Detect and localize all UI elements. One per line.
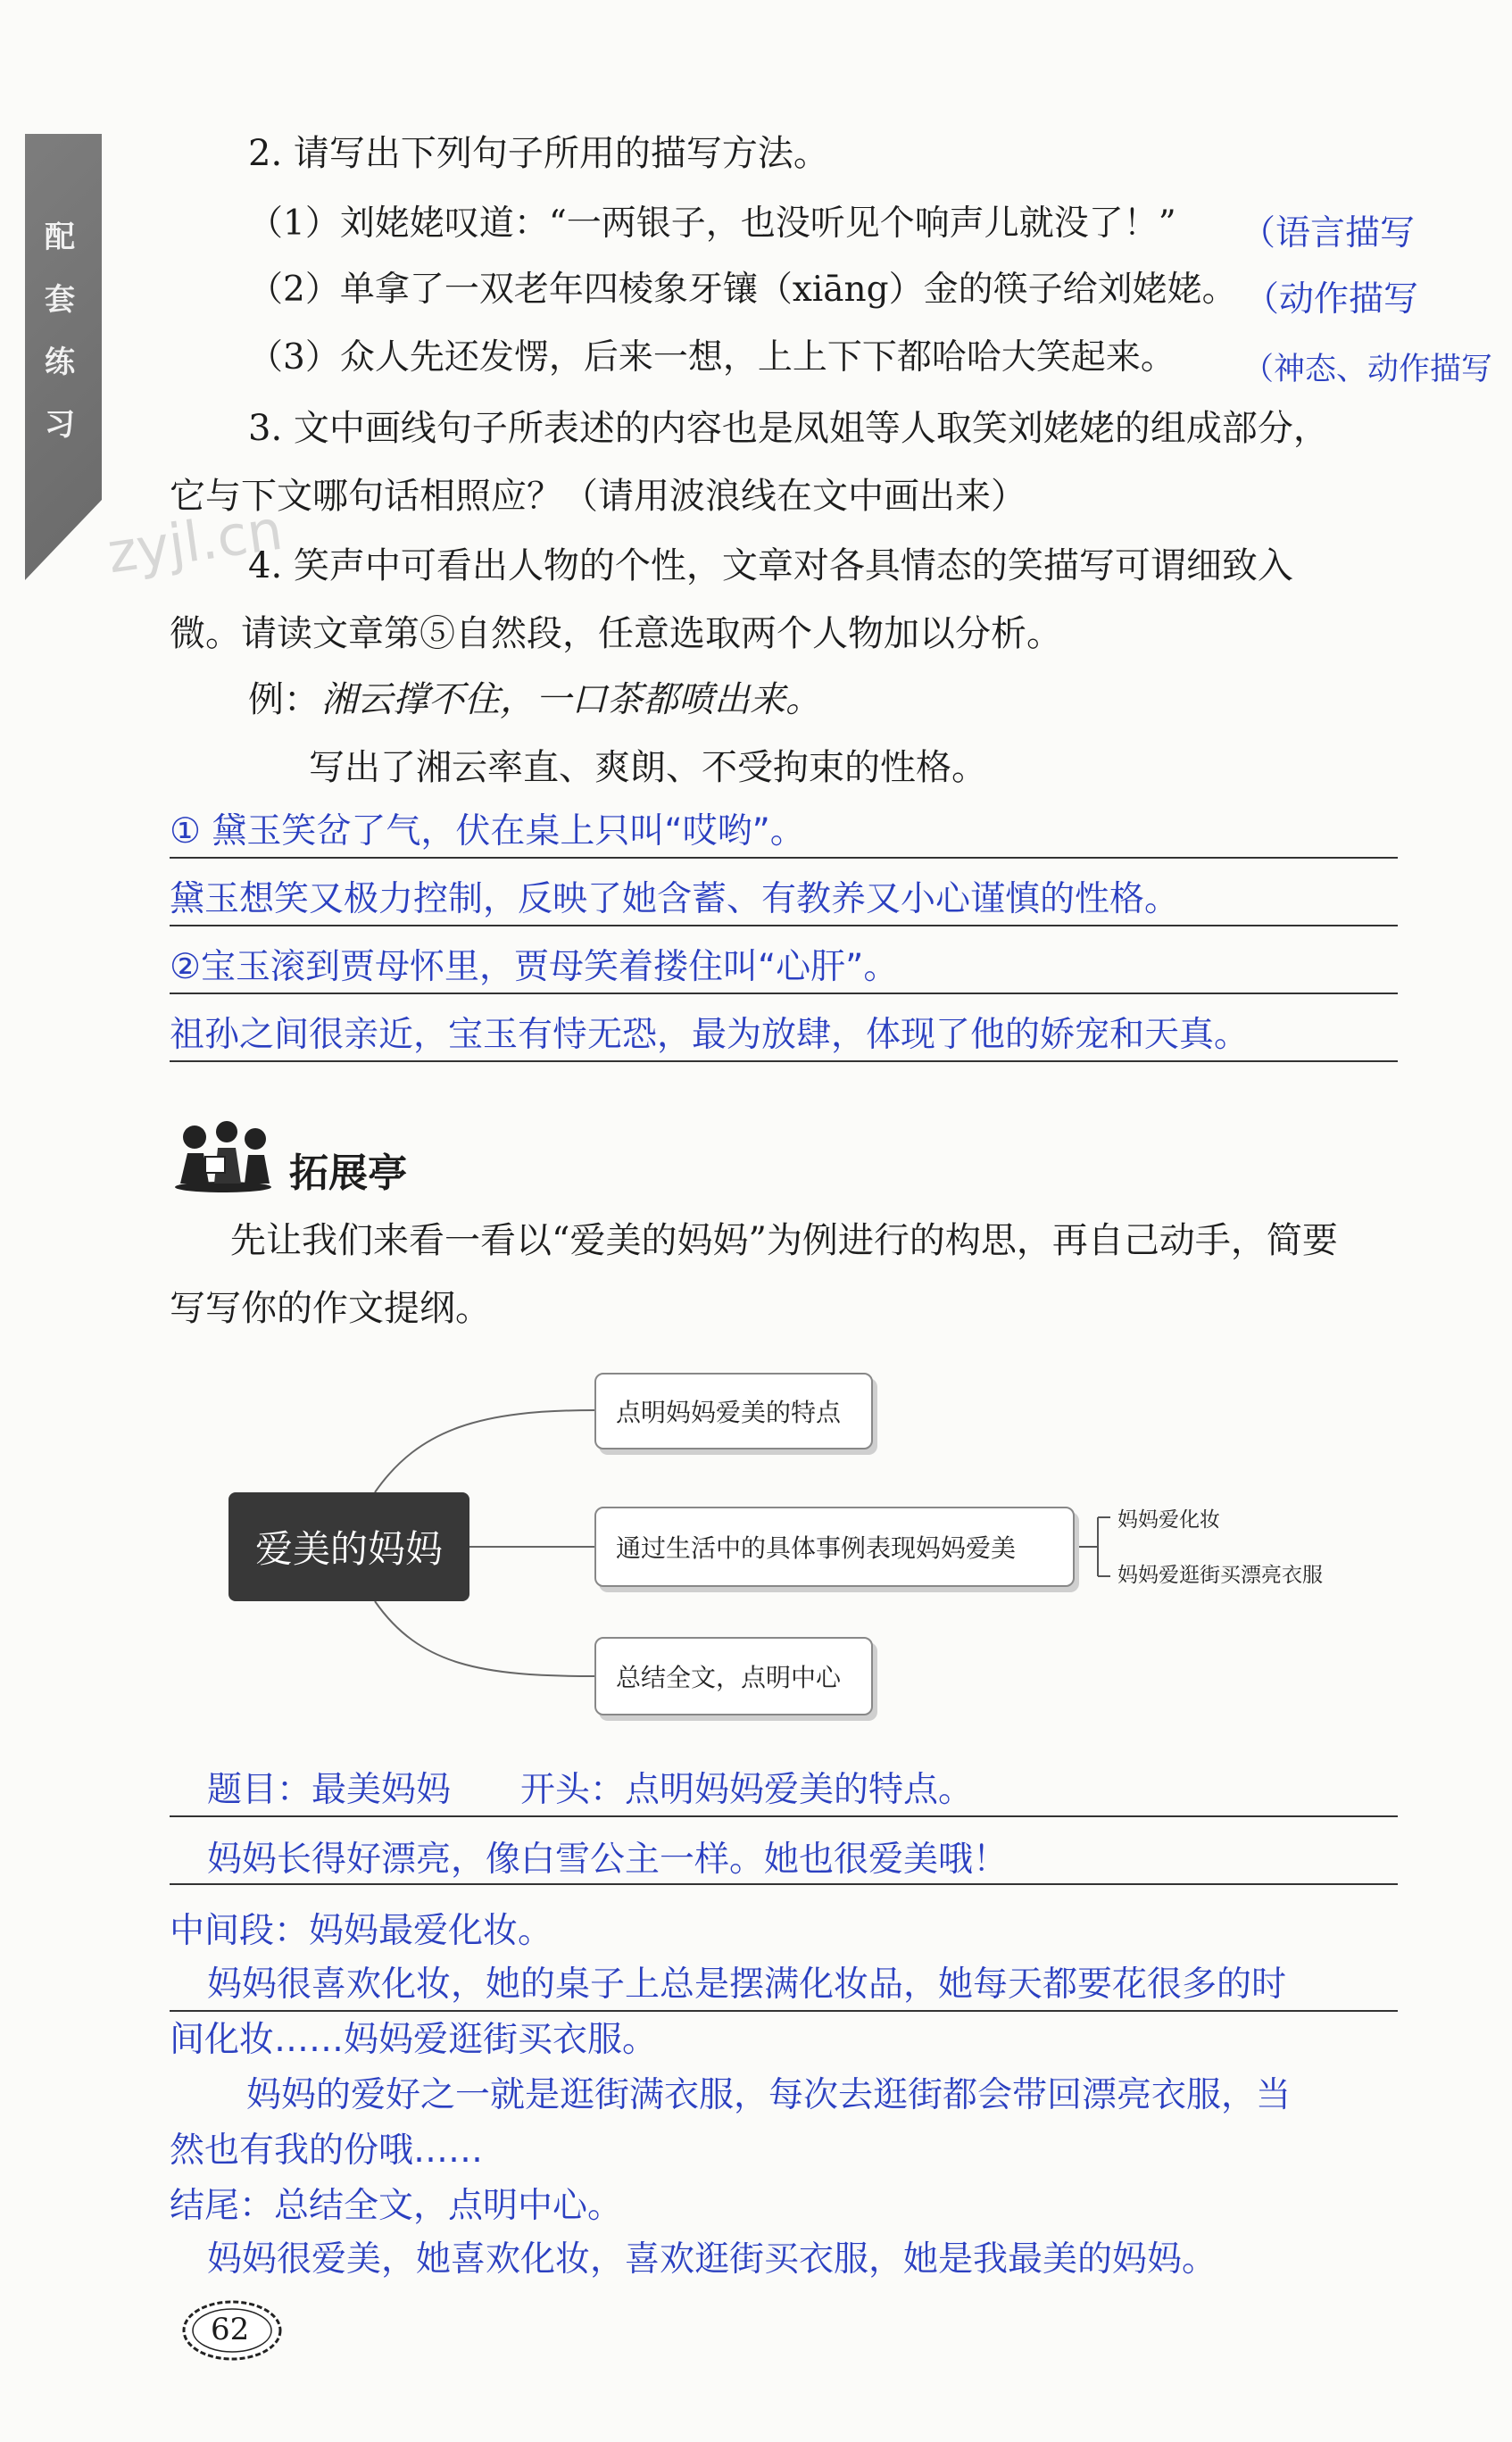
q4-answer-1: ① 黛玉笑岔了气，伏在桌上只叫“哎哟”。 xyxy=(170,811,805,851)
q4-answer-3: ②宝玉滚到贾母怀里，贾母笑着搂住叫“心肝”。 xyxy=(170,947,899,987)
q4-line-1: 4. 笑声中可看出人物的个性，文章对各具情态的笑描写可谓细致入 xyxy=(248,545,1293,586)
watermark: zyjl.cn xyxy=(103,496,287,586)
q2-item-3: （3）众人先还发愣，后来一想，上上下下都哈哈大笑起来。 xyxy=(248,337,1176,378)
mindmap-branch-3: 总结全文，点明中心 xyxy=(594,1637,873,1715)
q3-line-1: 3. 文中画线句子所表述的内容也是凤姐等人取笑刘姥姥的组成部分， xyxy=(248,408,1329,449)
q2-item-1: （1）刘姥姥叹道：“一两银子，也没听见个响声儿就没了！” xyxy=(248,204,1176,244)
section-intro-2: 写写你的作文提纲。 xyxy=(170,1288,491,1329)
outline-line-5: 间化妆……妈妈爱逛街买衣服。 xyxy=(170,2020,658,2060)
q2-answer-1: （语言描写 xyxy=(1241,213,1416,253)
outline-line-7: 然也有我的份哦…… xyxy=(170,2131,484,2171)
q4-answer-2: 黛玉想笑又极力控制，反映了她含蓄、有教养又小心谨慎的性格。 xyxy=(170,879,1180,919)
q2-prompt: 2. 请写出下列句子所用的描写方法。 xyxy=(248,133,829,174)
mindmap-sub-item-2: 妈妈爱逛街买漂亮衣服 xyxy=(1117,1564,1323,1587)
side-tab-char: 习 xyxy=(45,407,75,443)
q2-answer-2: （动作描写 xyxy=(1244,279,1419,320)
page-number: 62 xyxy=(211,2312,250,2347)
q4-example-analysis: 写出了湘云率直、爽朗、不受拘束的性格。 xyxy=(309,747,987,788)
side-tab-char: 套 xyxy=(45,282,75,318)
q4-example-label: 例： xyxy=(248,679,320,720)
mindmap-branch-2: 通过生活中的具体事例表现妈妈爱美 xyxy=(594,1507,1075,1587)
mindmap-sub-item-1: 妈妈爱化妆 xyxy=(1117,1508,1220,1532)
answer-rule xyxy=(170,1815,1398,1817)
section-title: 拓展亭 xyxy=(289,1150,407,1196)
q4-line-2: 微。请读文章第⑤自然段，任意选取两个人物加以分析。 xyxy=(170,613,1062,654)
outline-line-1: 题目：最美妈妈 开头：点明妈妈爱美的特点。 xyxy=(207,1770,974,1810)
q3-line-2: 它与下文哪句话相照应？（请用波浪线在文中画出来） xyxy=(170,476,1026,517)
outline-line-2: 妈妈长得好漂亮，像白雪公主一样。她也很爱美哦！ xyxy=(207,1840,1009,1880)
q2-item-2: （2）单拿了一双老年四棱象牙镶（xiāng）金的筷子给刘姥姥。 xyxy=(248,270,1237,310)
outline-line-8: 结尾：总结全文，点明中心。 xyxy=(170,2186,623,2226)
q2-answer-3: （神态、动作描写 xyxy=(1242,352,1493,387)
answer-rule xyxy=(170,1883,1398,1885)
mindmap-center: 爱美的妈妈 xyxy=(228,1492,469,1601)
outline-line-6: 妈妈的爱好之一就是逛街满衣服，每次去逛街都会带回漂亮衣服，当 xyxy=(246,2075,1292,2115)
outline-line-4: 妈妈很喜欢化妆，她的桌子上总是摆满化妆品，她每天都要花很多的时 xyxy=(207,1964,1287,2005)
outline-line-9: 妈妈很爱美，她喜欢化妆，喜欢逛街买衣服，她是我最美的妈妈。 xyxy=(207,2239,1217,2280)
side-tab-char: 配 xyxy=(45,220,75,255)
mindmap-branch-1: 点明妈妈爱美的特点 xyxy=(594,1373,873,1449)
section-intro-1: 先让我们来看一看以“爱美的妈妈”为例进行的构思，再自己动手，简要 xyxy=(230,1220,1338,1261)
q4-example-quote: 湘云撑不住，一口茶都喷出来。 xyxy=(321,679,821,720)
side-tab-char: 练 xyxy=(45,345,75,380)
q4-answer-4: 祖孙之间很亲近，宝玉有恃无恐，最为放肆，体现了他的娇宠和天真。 xyxy=(170,1015,1250,1055)
outline-line-3: 中间段：妈妈最爱化妆。 xyxy=(170,1911,553,1951)
